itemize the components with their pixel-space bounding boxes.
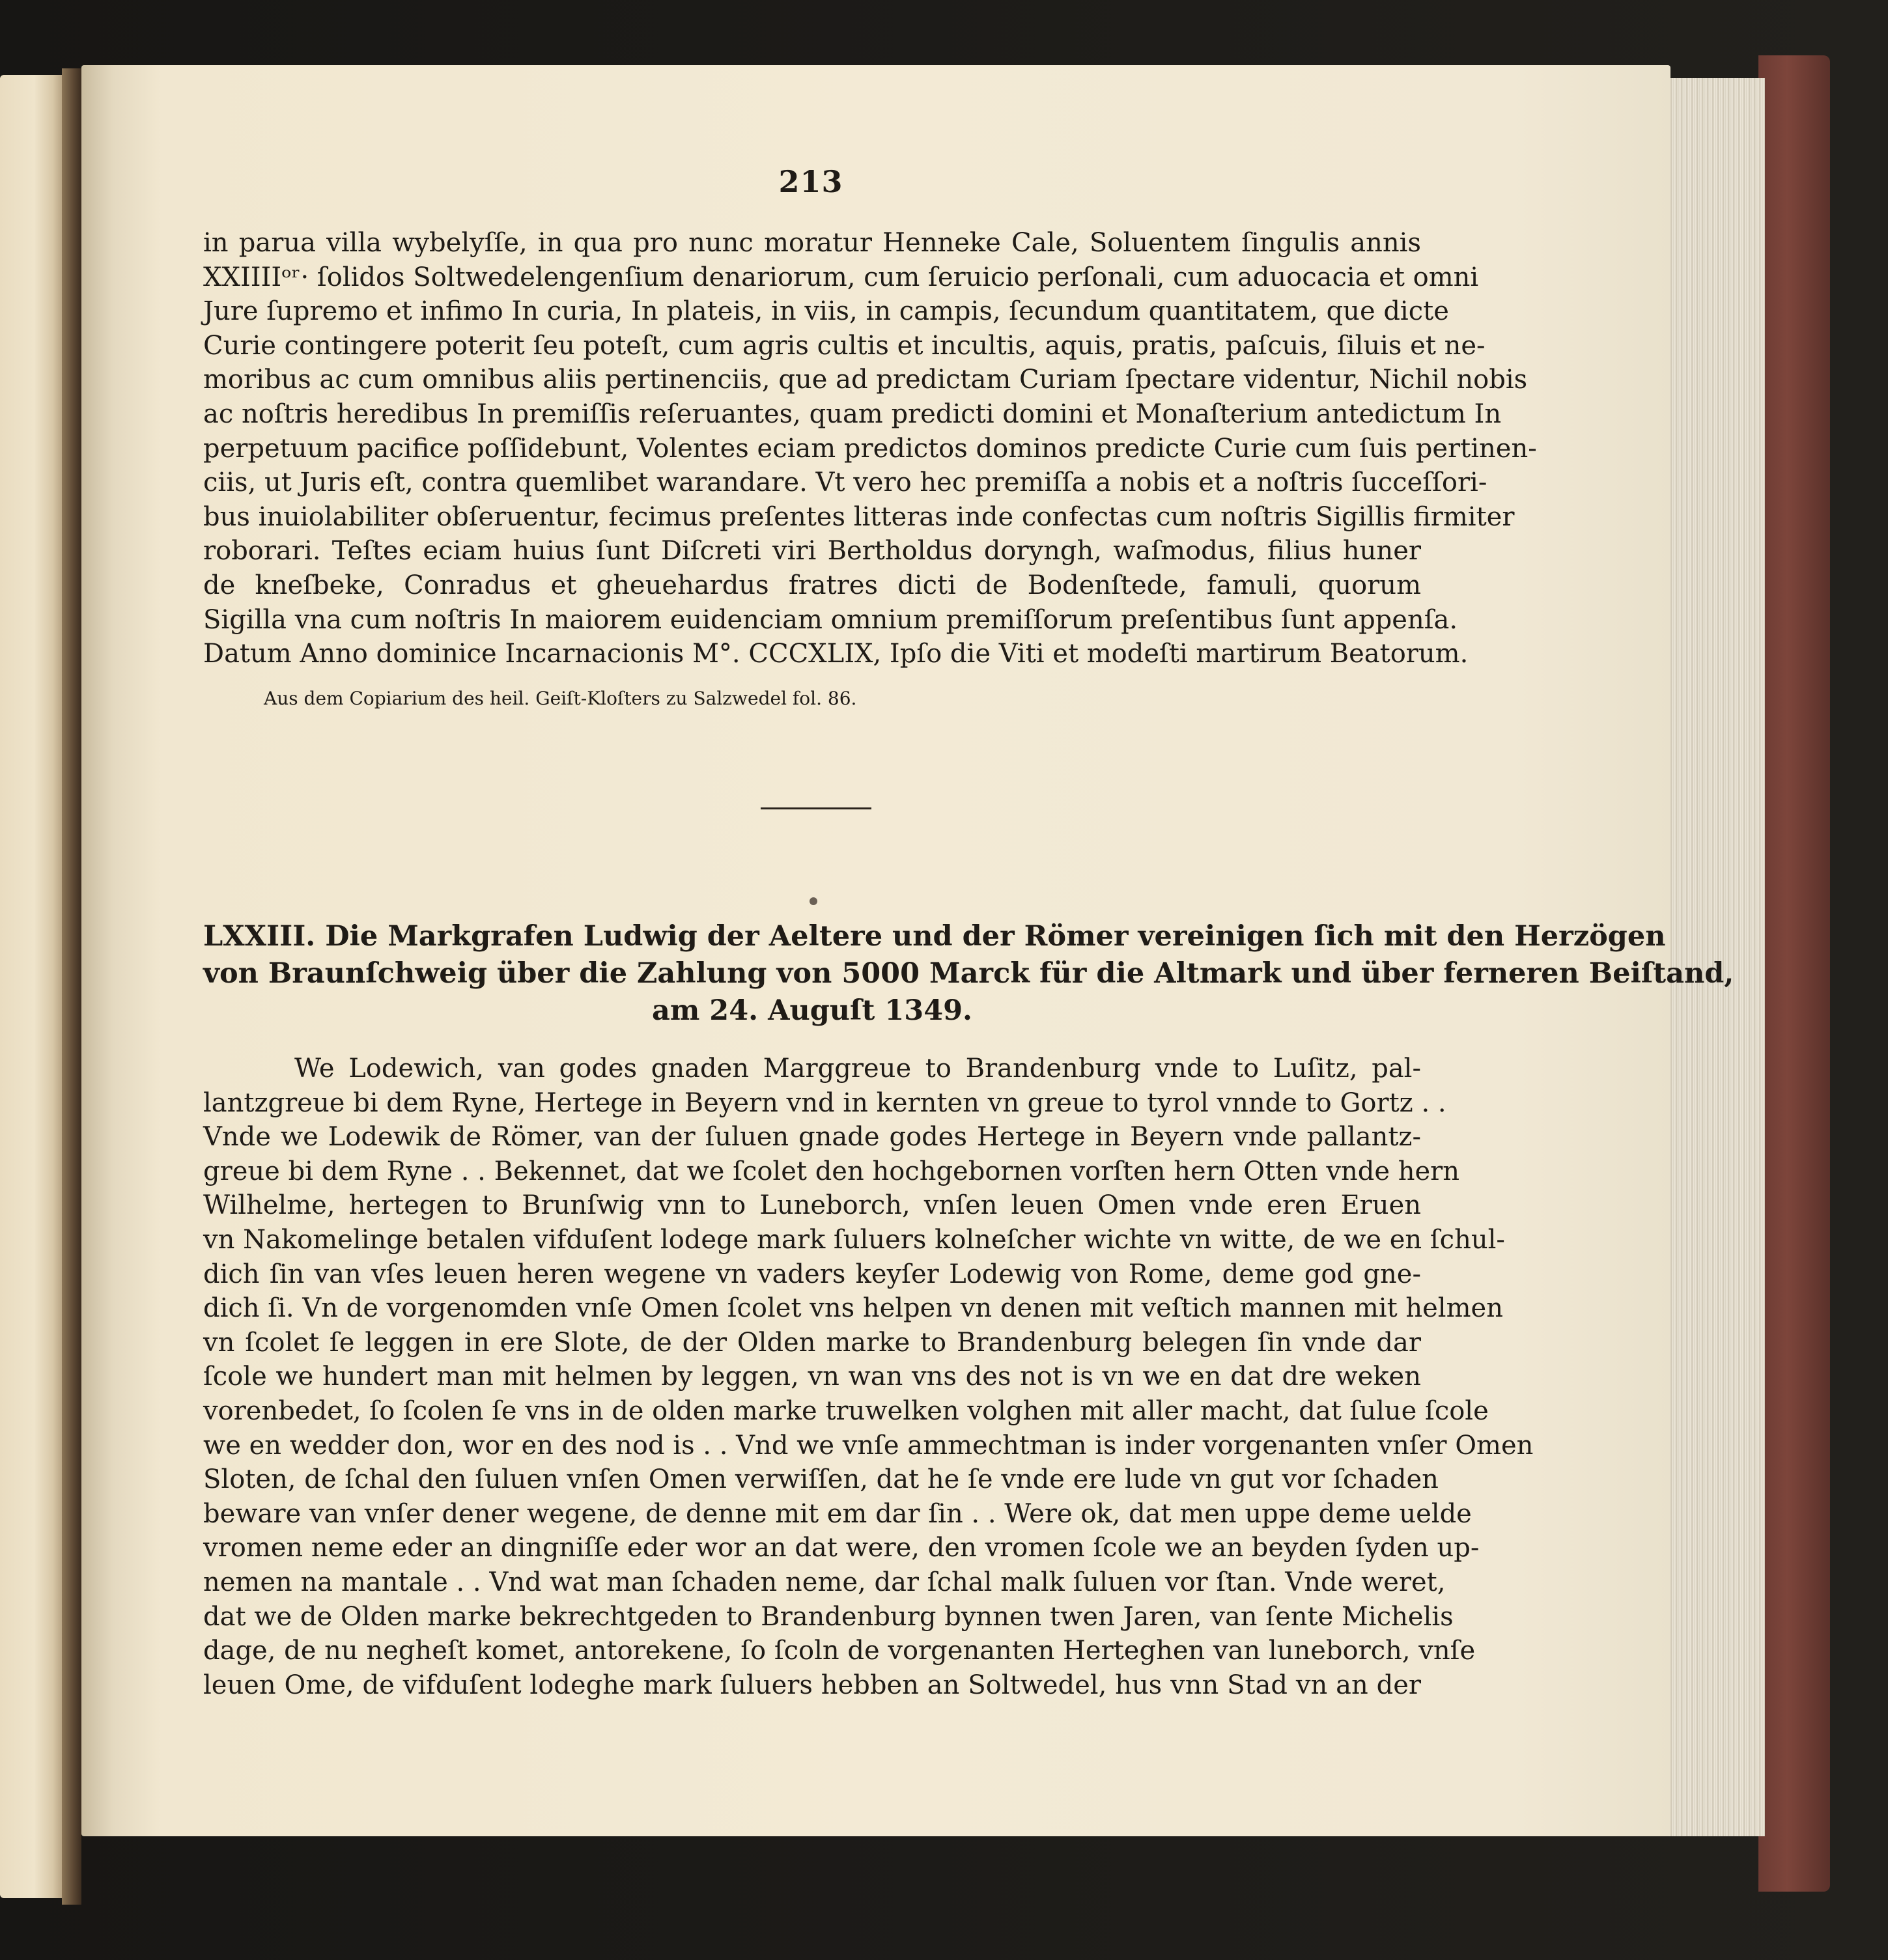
text-line: nemen na mantale . . Vnd wat man ſchaden neme, dar ſchal malk ſuluen vor ſtan. Vnde weret, (203, 1567, 1446, 1597)
text-line: moribus ac cum omnibus aliis pertinenciis, que ad predictam Curiam ſpectare videntur, Nichil nobis (203, 365, 1528, 395)
text-line: dat we de Olden marke bekrechtgeden to Brandenburg bynnen twen Jaren, van ſente Michelis (203, 1601, 1454, 1632)
text-line: ciis, ut Juris eſt, contra quemlibet warandare. Vt vero hec premiſſa a nobis et a noſtris ſucceſſori- (203, 468, 1487, 498)
text-line: de kneſbeke, Conradus et gheuehardus fratres dicti de Bodenſtede, famuli, quorum (203, 570, 1421, 600)
text-line: Sloten, de ſchal den ſuluen vnſen Omen verwiſſen, dat he ſe vnde ere lude vn gut vor ſchaden (203, 1464, 1439, 1495)
text-line: Curie contingere poterit ſeu poteſt, cum agris cultis et incultis, aquis, pratis, paſcuis, ſiluis et ne- (203, 330, 1486, 361)
ink-spot (810, 897, 817, 905)
text-line: dich ſin van vſes leuen heren wegene vn vaders keyſer Lodewig von Rome, deme god gne- (203, 1259, 1421, 1289)
heading-line: LXXIII. Die Markgrafen Ludwig der Aeltere und der Römer vereinigen ſich mit den Herzögen (203, 920, 1666, 953)
text-line: beware van vnſer dener wegene, de denne mit em dar ſin . . Were ok, dat men uppe deme uelde (203, 1498, 1472, 1529)
document-heading (203, 918, 1734, 1029)
text-line: in parua villa wybelyſſe, in qua pro nunc moratur Henneke Cale, Soluentem ſingulis annis (203, 228, 1421, 258)
text-line: We Lodewich, van godes gnaden Marggreue to Brandenburg vnde to Luſitz, pal- (294, 1054, 1421, 1084)
text-line: lantzgreue bi dem Ryne, Hertege in Beyern vnd in kernten vn greue to tyrol vnnde to Gortz . . (203, 1087, 1446, 1118)
text-line: Sigilla vna cum noſtris In maiorem euidenciam omnium premiſſorum preſentibus ſunt appenſa. (203, 604, 1458, 635)
text-line: XXIIIIᵒʳ· ſolidos Soltwedelengenſium denariorum, cum ſeruicio perſonali, cum aduocacia et omni (203, 262, 1479, 292)
page-number: 213 (778, 164, 843, 199)
text-line: greue bi dem Ryne . . Bekennet, dat we ſcolet den hochgebornen vorſten hern Otten vnde hern (203, 1156, 1460, 1186)
text-line: Jure ſupremo et infimo In curia, In plateis, in viis, in campis, ſecundum quantitatem, que dicte (203, 296, 1449, 327)
text-line: vromen neme eder an dingniſſe eder wor an dat were, den vromen ſcole we an beyden ſyden up- (203, 1533, 1480, 1563)
text-line: vn ſcolet ſe leggen in ere Slote, de der Olden marke to Brandenburg belegen ſin vnde dar (203, 1327, 1421, 1358)
text-line: dage, de nu negheſt komet, antorekene, ſo ſcoln de vorgenanten Herteghen van luneborch, vnſe (203, 1636, 1476, 1666)
text-line: ſcole we hundert man mit helmen by leggen, vn wan vns des not is vn we en dat dre weken (203, 1362, 1421, 1392)
text-line: we en wedder don, wor en des nod is . . Vnd we vnſe ammechtman is inder vorgenanten vnſer Omen (203, 1430, 1534, 1461)
text-line: leuen Ome, de vifduſent lodeghe mark ſuluers hebben an Soltwedel, hus vnn Stad vn an der (203, 1670, 1421, 1700)
text-line: ac noſtris heredibus In premiſſis reſeruantes, quam predicti domini et Monaſterium antedictum In (203, 399, 1502, 429)
text-line: bus inuiolabiliter obſeruentur, fecimus preſentes litteras inde confectas cum noſtris Sigillis firmiter (203, 501, 1515, 532)
text-line: vorenbedet, ſo ſcolen ſe vns in de olden marke truwelken volghen mit aller macht, dat ſulue ſcole (203, 1395, 1489, 1426)
text-line: dich ſi. Vn de vorgenomden vnſe Omen ſcolet vns helpen vn denen mit veſtich mannen mit helmen (203, 1293, 1503, 1324)
text-line: vn Nakomelinge betalen vifduſent lodege mark ſuluers kolneſcher wichte vn witte, de we en ſchul- (203, 1224, 1505, 1255)
text-line: Datum Anno dominice Incarnacionis M°. CCCXLIX, Ipſo die Viti et modeſti martirum Beatorum. (203, 639, 1469, 669)
section-divider (761, 807, 871, 809)
text-line: Vnde we Lodewik de Römer, van der ſuluen gnade godes Hertege in Beyern vnde pallantz- (203, 1122, 1421, 1153)
charter-paragraph-2 (203, 1052, 1534, 1702)
heading-line: am 24. Auguſt 1349. (651, 994, 973, 1027)
text-line: roborari. Teſtes eciam huius ſunt Diſcreti viri Bertholdus doryngh, waſmodus, filius huner (203, 536, 1421, 567)
charter-paragraph-1 (203, 226, 1537, 671)
source-citation: Aus dem Copiarium des heil. Geiſt-Kloſters zu Salzwedel fol. 86. (264, 688, 857, 709)
text-line: perpetuum pacifice poſſidebunt, Volentes eciam predictos dominos predicte Curie cum ſuis pertinen- (203, 433, 1537, 464)
text-line: Wilhelme, hertegen to Brunſwig vnn to Luneborch, vnſen leuen Omen vnde eren Eruen (203, 1190, 1421, 1221)
heading-line: von Braunſchweig über die Zahlung von 5000 Marck für die Altmark und über ferneren Beiſtand, (203, 957, 1734, 990)
